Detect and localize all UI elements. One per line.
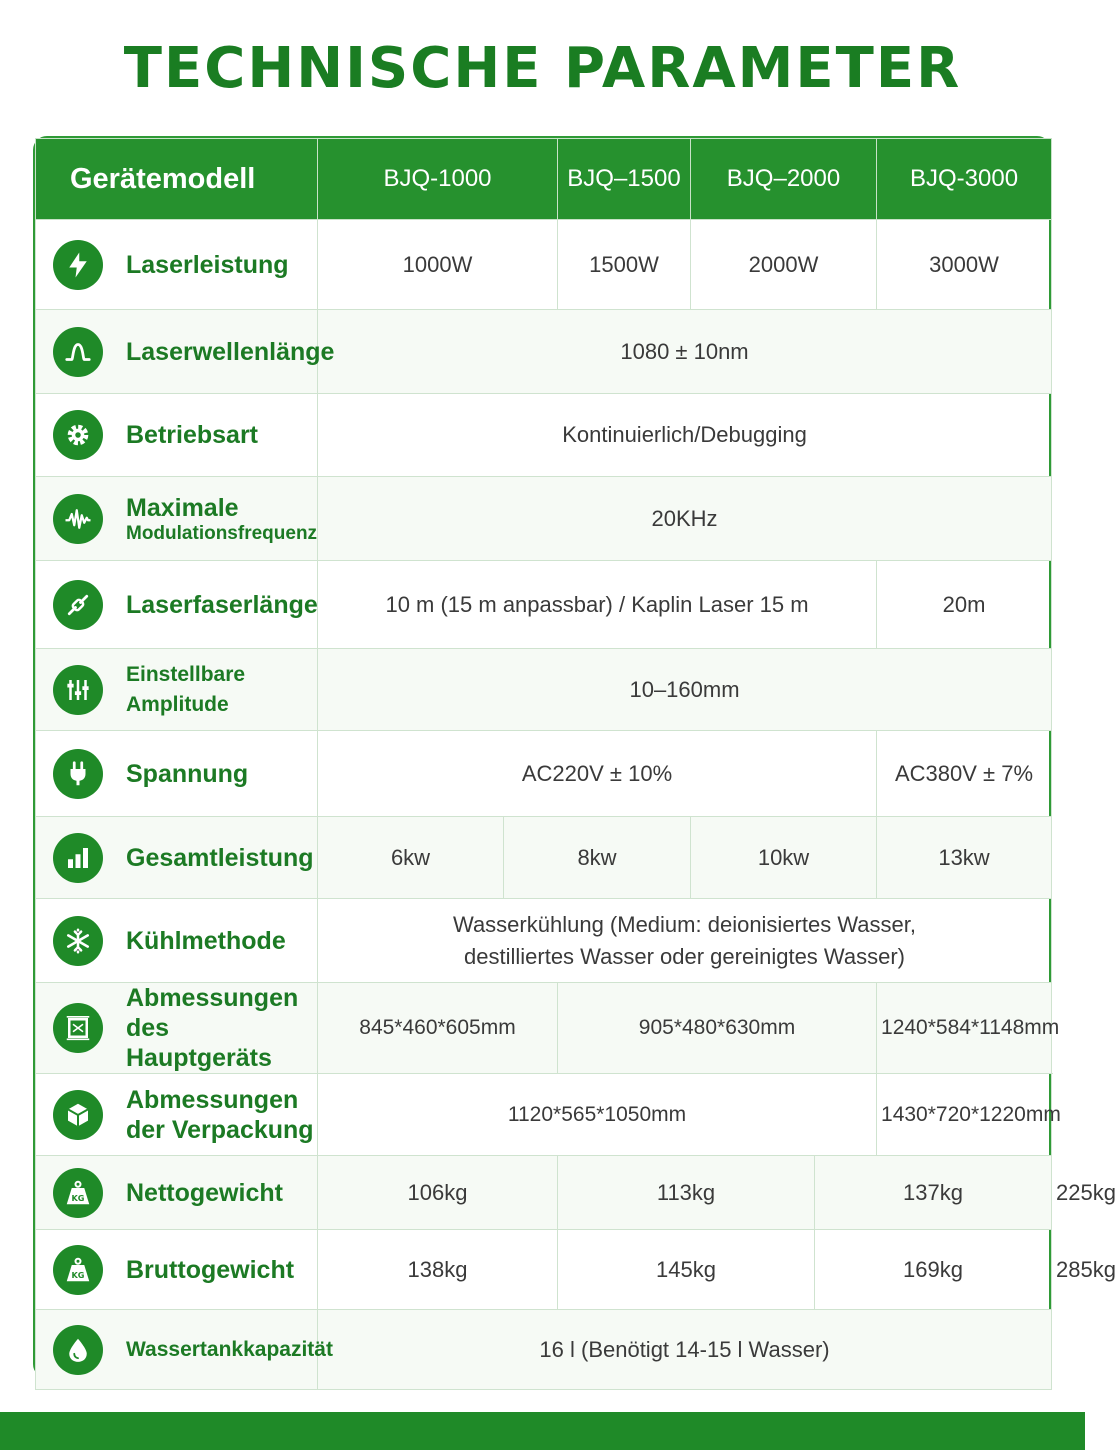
pulse-icon [53, 494, 103, 544]
value-cell: 20KHz [318, 477, 1052, 561]
sliders-icon [53, 665, 103, 715]
param-name: Betriebsart [126, 421, 258, 449]
value-cell: 6kw [318, 817, 504, 899]
value-line: destilliertes Wasser oder gereinigtes Wasser) [464, 943, 905, 969]
value-cell: 905*480*630mm [558, 983, 877, 1074]
table-row [36, 561, 1052, 649]
param-label-cell [36, 561, 318, 649]
param-name: Einstellbare Amplitude [126, 662, 246, 716]
table-row [36, 899, 1052, 983]
param-label-cell [36, 817, 318, 899]
table-row [36, 1310, 1052, 1390]
value-cell: AC220V ± 10% [318, 731, 877, 817]
weight-icon [53, 1168, 103, 1218]
plug-icon [53, 749, 103, 799]
param-name: Kühlmethode [126, 926, 286, 955]
param-label-cell [36, 1156, 318, 1230]
table-row [36, 310, 1052, 394]
param-label-cell [36, 1230, 318, 1310]
weight-icon [53, 1245, 103, 1295]
gear-icon [53, 410, 103, 460]
value-cell: 1080 ± 10nm [318, 310, 1052, 394]
value-cell: 20m [877, 561, 1052, 649]
param-label-cell [36, 1074, 318, 1156]
table-row [36, 394, 1052, 477]
spec-table-card [33, 136, 1116, 1378]
value-cell: 1000W [318, 220, 558, 310]
param-name: Laserwellenlänge [126, 337, 335, 366]
value-cell: 145kg [558, 1230, 815, 1310]
value-cell: 845*460*605mm [318, 983, 558, 1074]
table-row [36, 983, 1052, 1074]
page-title: TECHNISCHE PARAMETER [123, 36, 962, 101]
model-header: BJQ–1500 [558, 139, 691, 220]
table-row [36, 1074, 1052, 1156]
water-drop-icon [53, 1325, 103, 1375]
value-cell: 16 l (Benötigt 14-15 l Wasser) [318, 1310, 1052, 1390]
value-cell: 10–160mm [318, 649, 1052, 731]
param-name: Maximale Modulationsfrequenz [126, 493, 318, 544]
snowflake-icon [53, 916, 103, 966]
table-row [36, 649, 1052, 731]
param-name: Gesamtleistung [126, 843, 314, 872]
package-icon [53, 1090, 103, 1140]
value-cell: 138kg [318, 1230, 558, 1310]
model-header: BJQ-1000 [318, 139, 558, 220]
model-header: BJQ-3000 [877, 139, 1052, 220]
param-label-cell [36, 899, 318, 983]
table-row: KG Nettogewicht 106kg 113kg 137kg 225kg [36, 1156, 1052, 1230]
value-cell: 137kg [815, 1156, 1052, 1230]
value-cell: 1240*584*1148mm [877, 983, 1052, 1074]
value-cell: 1430*720*1220mm [877, 1074, 1052, 1156]
param-name: Bruttogewicht [126, 1255, 295, 1284]
value-cell: 3000W [877, 220, 1052, 310]
fiber-icon [53, 580, 103, 630]
param-label-cell [36, 477, 318, 561]
value-cell: 8kw [504, 817, 691, 899]
table-row [36, 817, 1052, 899]
value-cell: 1500W [558, 220, 691, 310]
value-cell: 2000W [691, 220, 877, 310]
value-cell: AC380V ± 7% [877, 731, 1052, 817]
param-label-cell [36, 310, 335, 394]
spec-table [35, 138, 1116, 1390]
value-cell: 10 m (15 m anpassbar) / Kaplin Laser 15 m [318, 561, 877, 649]
param-name: Laserleistung [126, 250, 289, 279]
table-row [36, 731, 1052, 817]
lightning-icon [53, 240, 103, 290]
value-cell: 113kg [558, 1156, 815, 1230]
table-header-row [36, 139, 1052, 220]
param-name: Abmessungen der Verpackung [126, 1085, 314, 1144]
param-name: Laserfaserlänge [126, 590, 318, 619]
param-name: Nettogewicht [126, 1178, 283, 1207]
bottom-bar [0, 1412, 1085, 1450]
table-row: KG Bruttogewicht 138kg 145kg 169kg 285kg [36, 1230, 1052, 1310]
wave-icon [53, 327, 103, 377]
param-name: Spannung [126, 759, 249, 788]
svg-text:KG: KG [71, 1192, 85, 1203]
param-label-cell [36, 1310, 333, 1390]
param-label-cell [36, 649, 318, 731]
param-label-cell [36, 220, 318, 310]
bar-chart-icon [53, 833, 103, 883]
value-cell: Kontinuierlich/Debugging [318, 394, 1052, 477]
param-label-cell [36, 983, 318, 1074]
param-name: Wassertankkapazität [126, 1337, 333, 1361]
value-cell: 169kg [815, 1230, 1052, 1310]
param-name: Abmessungen des Hauptgeräts [126, 984, 299, 1072]
table-row [36, 220, 1052, 310]
value-line: Wasserkühlung (Medium: deionisiertes Wasser, [453, 911, 916, 937]
value-cell: 13kw [877, 817, 1052, 899]
value-cell: 106kg [318, 1156, 558, 1230]
value-cell: 10kw [691, 817, 877, 899]
value-cell: 1120*565*1050mm [318, 1074, 877, 1156]
param-label-cell [36, 394, 318, 477]
svg-text:KG: KG [71, 1269, 85, 1280]
param-label-cell [36, 731, 318, 817]
device-model-header: Gerätemodell [36, 139, 318, 220]
value-cell [318, 899, 1052, 983]
param-subname: Modulationsfrequenz [126, 522, 318, 544]
table-row [36, 477, 1052, 561]
model-header: BJQ–2000 [691, 139, 877, 220]
device-dimensions-icon [53, 1003, 103, 1053]
